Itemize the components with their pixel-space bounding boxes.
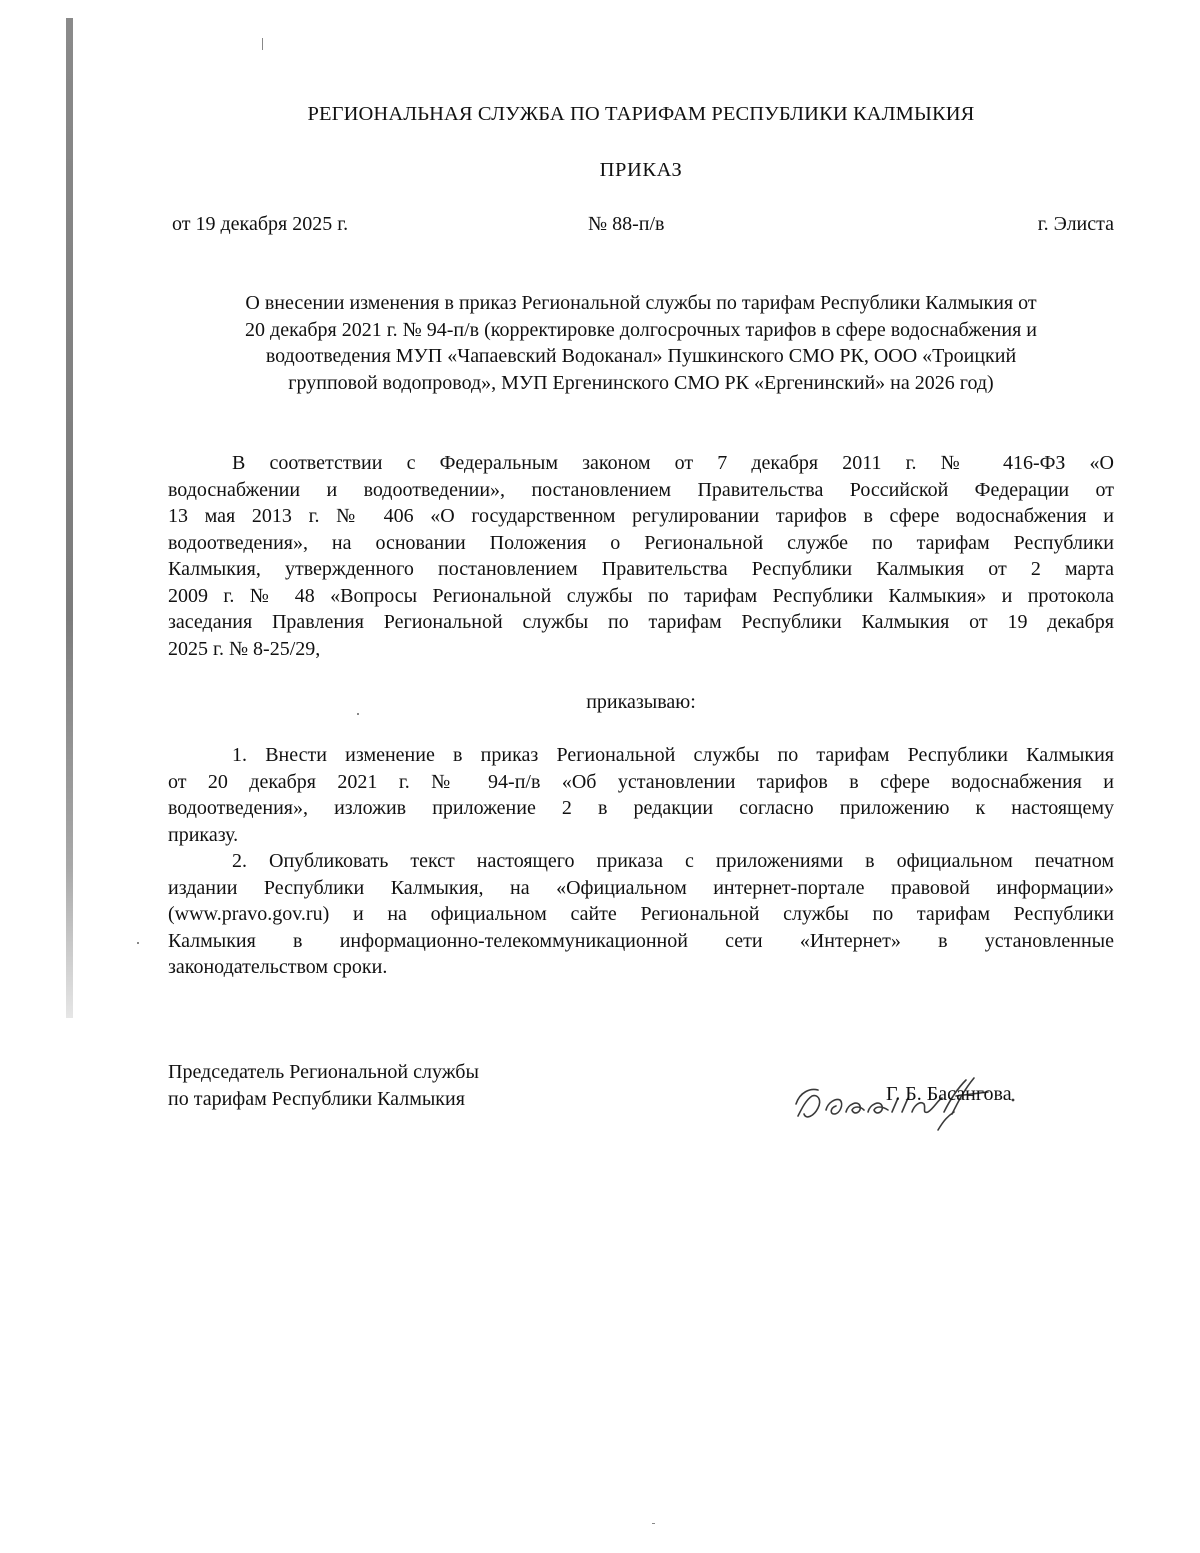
preamble-line: 13 мая 2013 г. № 406 «О государственном регулировании тарифов в сфере водоснабжения и <box>168 505 1114 527</box>
preamble-line: Калмыкия, утвержденного постановлением Правительства Республики Калмыкия от 2 марта <box>168 558 1114 580</box>
subject-line: водоотведения МУП «Чапаевский Водоканал» Пушкинского СМО РК, ООО «Троицкий <box>265 345 1017 367</box>
preamble-line: водоотведения», на основании Положения о Региональной службе по тарифам Республики <box>168 531 1114 554</box>
scan-speck <box>137 942 139 944</box>
signatory-position <box>168 1059 479 1112</box>
preamble-line: 2009 г. № 48 «Вопросы Региональной службы по тарифам Республики Калмыкия» и протокола <box>168 584 1114 607</box>
preamble-paragraph <box>168 450 1114 662</box>
item-2-line: законодательством сроки. <box>168 956 388 978</box>
item-1-line: от 20 декабря 2021 г. № 94-п/в «Об установлении тарифов в сфере водоснабжения и <box>168 770 1114 793</box>
item-2-line: издании Республики Калмыкия, на «Официальном интернет-портале правовой информации» <box>168 876 1114 899</box>
item-2-line: 2. Опубликовать текст настоящего приказа с приложениями в официальном печатном <box>232 850 1114 872</box>
item-2-line: Калмыкия в информационно-телекоммуникационной сети «Интернет» в установленные <box>168 929 1114 952</box>
order-word: приказываю: <box>586 691 696 713</box>
order-city: г. Элиста <box>1037 213 1114 235</box>
scan-edge-shadow <box>66 18 73 1018</box>
signatory-position-line: Председатель Региональной службы <box>168 1061 479 1083</box>
item-2-line: (www.pravo.gov.ru) и на официальном сайте Региональной службы по тарифам Республики <box>168 903 1114 925</box>
preamble-line: заседания Правления Региональной службы по тарифам Республики Калмыкия от 19 декабря <box>168 611 1114 633</box>
scan-speck <box>262 38 263 50</box>
preamble-line: водоснабжении и водоотведении», постановлением Правительства Российской Федерации от <box>168 478 1114 501</box>
item-1-line: 1. Внести изменение в приказ Региональной службы по тарифам Республики Калмыкия <box>232 744 1114 766</box>
order-items <box>168 742 1114 981</box>
signatory-position-line: по тарифам Республики Калмыкия <box>168 1087 465 1110</box>
subject-line: групповой водопровод», МУП Ергенинского СМО РК «Ергенинский» на 2026 год) <box>288 371 994 394</box>
subject-line: 20 декабря 2021 г. № 94-п/в (корректировке долгосрочных тарифов в сфере водоснабжения и <box>245 318 1037 341</box>
order-meta-row <box>168 213 1114 241</box>
agency-title: РЕГИОНАЛЬНАЯ СЛУЖБА ПО ТАРИФАМ РЕСПУБЛИКИ КАЛМЫКИЯ <box>307 103 975 125</box>
preamble-line: 2025 г. № 8-25/29, <box>168 637 321 660</box>
preamble-line: В соответствии с Федеральным законом от 7 декабря 2011 г. № 416-ФЗ «О <box>232 452 1114 474</box>
order-subject <box>168 290 1114 396</box>
document-type: ПРИКАЗ <box>599 159 683 181</box>
scan-speck <box>652 1523 655 1524</box>
subject-line: О внесении изменения в приказ Региональной службы по тарифам Республики Калмыкия от <box>245 292 1037 314</box>
order-date: от 19 декабря 2025 г. <box>172 213 349 235</box>
item-1-line: водоотведения», изложив приложение 2 в редакции согласно приложению к настоящему <box>168 797 1114 819</box>
order-number: № 88-п/в <box>588 213 665 235</box>
signatory-name: Г. Б. Басангова <box>886 1083 1012 1105</box>
item-1-line: приказу. <box>168 823 239 846</box>
